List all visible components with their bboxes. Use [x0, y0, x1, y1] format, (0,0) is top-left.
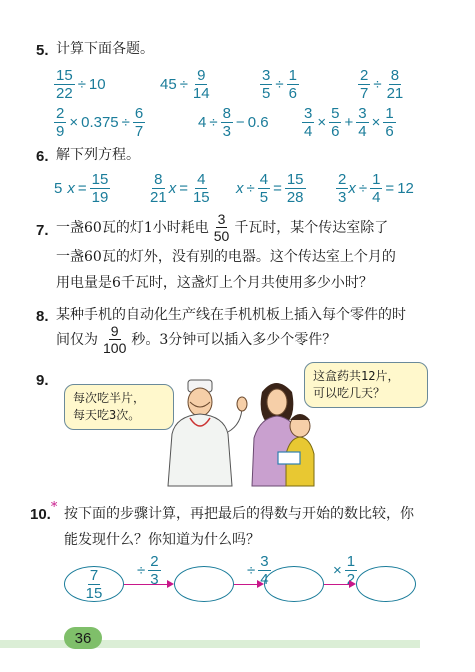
question-number-7: 7. [36, 222, 49, 239]
optional-star-icon: * [50, 500, 58, 515]
operator: × [69, 114, 79, 131]
number: 10. [30, 506, 51, 523]
operator: × [333, 562, 342, 579]
operator: − [235, 114, 245, 131]
frac-den: 21 [150, 189, 167, 206]
operator: ÷ [247, 562, 256, 579]
bubble-line: 这盒药共12片， [313, 369, 400, 383]
frac-den: 5 [259, 189, 269, 206]
frac-den: 6 [331, 123, 340, 140]
q8-line-2 [56, 324, 336, 355]
operand: 45 [160, 76, 177, 93]
equals-sign: = [385, 180, 395, 197]
frac-den: 21 [386, 85, 404, 102]
operand: 0.375 [81, 114, 119, 131]
frac-den: 6 [288, 85, 297, 102]
frac-num: 5 [331, 105, 340, 122]
frac-den: 3 [338, 189, 347, 206]
answer-oval-2[interactable] [264, 566, 324, 602]
q7-line-2: 一盏60瓦的灯外，没有别的电器。这个传达室上个月的 [56, 249, 396, 265]
q10-line-2: 能发现什么？你知道为什么吗？ [64, 532, 260, 548]
text: 千瓦时，某个传达室除了 [234, 219, 389, 236]
variable: x [236, 180, 244, 197]
operand: 4 [198, 114, 207, 131]
q5-expr-1 [54, 68, 106, 101]
variable: x [67, 180, 75, 197]
q5-expr-7 [302, 106, 396, 139]
question-6-title: 解下列方程。 [56, 147, 140, 163]
answer-oval-1[interactable] [174, 566, 234, 602]
q6-equation-2 [148, 172, 212, 205]
result: 12 [397, 180, 414, 197]
equals-sign: = [77, 180, 87, 197]
frac-num: 3 [217, 211, 226, 227]
operator: + [344, 114, 354, 131]
frac-num: 3 [304, 105, 313, 122]
frac-num: 8 [390, 67, 400, 84]
frac-num: 3 [262, 67, 271, 84]
frac-den: 4 [358, 123, 367, 140]
frac-num: 1 [372, 171, 381, 188]
frac-num: 3 [260, 553, 269, 570]
text: 间仅为 [56, 331, 98, 348]
q6-equation-3 [236, 172, 306, 205]
equals-sign: = [179, 180, 188, 197]
frac-den: 100 [103, 340, 127, 356]
bubble-line: 每天吃3次。 [73, 408, 141, 422]
q10-line-1: 按下面的步骤计算，再把最后的得数与开始的数比较，你 [64, 506, 414, 522]
operator: ÷ [246, 180, 255, 197]
frac-num: 1 [385, 105, 394, 122]
frac-num: 1 [288, 67, 297, 84]
operator: × [317, 114, 327, 131]
question-number-8: 8. [36, 308, 49, 325]
doctor-figure [168, 380, 247, 486]
frac-den: 4 [260, 571, 269, 588]
frac-den: 4 [304, 123, 313, 140]
frac-num: 8 [154, 171, 163, 188]
doctor-mother-child-illustration [150, 372, 330, 490]
operand: 10 [88, 76, 106, 93]
page-number: 36 [64, 627, 102, 649]
frac-num: 1 [346, 553, 356, 570]
frac-den: 2 [346, 571, 356, 588]
operator: ÷ [121, 114, 130, 131]
question-5-title: 计算下面各题。 [56, 41, 154, 57]
arrow-right-icon [234, 584, 262, 585]
frac-den: 5 [262, 85, 271, 102]
frac-den: 15 [192, 189, 210, 206]
bubble-line: 可以吃几天？ [313, 386, 386, 400]
frac-den: 28 [286, 189, 304, 206]
frac-den: 4 [372, 189, 381, 206]
q5-expr-4 [358, 68, 405, 101]
question-number-6: 6. [36, 148, 49, 165]
frac-num: 15 [286, 171, 304, 188]
answer-oval-3[interactable] [356, 566, 416, 602]
arrow-right-icon [324, 584, 354, 585]
text: 秒。3分钟可以插入多少个零件？ [131, 331, 337, 348]
frac-num: 9 [197, 67, 206, 84]
frac-den: 15 [85, 584, 103, 602]
q5-expr-5 [54, 106, 145, 139]
operator: ÷ [275, 76, 284, 93]
q6-equation-1 [54, 172, 110, 205]
q5-expr-6 [198, 106, 269, 139]
operator: ÷ [137, 562, 146, 579]
variable: x [168, 180, 177, 197]
q7-line-1 [56, 212, 388, 243]
question-number-10 [30, 500, 58, 523]
frac-num: 15 [56, 67, 73, 84]
question-number-9: 9. [36, 372, 49, 389]
frac-num: 4 [197, 171, 206, 188]
q7-line-3: 用电量是6千瓦时，这盏灯上个月共使用多少小时？ [56, 275, 373, 291]
footer-bar [0, 640, 420, 648]
frac-den: 50 [213, 228, 230, 244]
frac-num: 3 [358, 105, 367, 122]
q5-expr-3 [260, 68, 299, 101]
operator: ÷ [358, 180, 368, 197]
bubble-line: 每次吃半片， [73, 391, 146, 405]
medicine-box-icon [278, 452, 300, 464]
frac-den: 6 [385, 123, 394, 140]
question-number-5: 5. [36, 42, 49, 59]
frac-den: 7 [360, 85, 369, 102]
operator: ÷ [209, 114, 218, 131]
frac-num: 8 [222, 105, 231, 122]
operator: ÷ [373, 76, 382, 93]
frac-num: 7 [89, 566, 99, 584]
variable: x [348, 180, 356, 197]
frac-num: 2 [338, 171, 347, 188]
q5-expr-2 [160, 68, 212, 101]
frac-num: 4 [259, 171, 269, 188]
start-value-oval [64, 566, 124, 602]
operator: ÷ [179, 76, 188, 93]
frac-num: 2 [150, 553, 159, 570]
coefficient: 5 [54, 180, 63, 197]
frac-num: 2 [56, 105, 65, 122]
q8-line-1: 某种手机的自动化生产线在手机机板上插入每个零件的时 [56, 307, 406, 323]
step-1-operation [134, 554, 161, 587]
arrow-right-icon [124, 584, 172, 585]
operator: ÷ [77, 76, 86, 93]
equals-sign: = [273, 180, 282, 197]
frac-num: 15 [91, 171, 109, 188]
frac-den: 22 [56, 85, 73, 102]
operand: 0.6 [247, 114, 269, 131]
frac-den: 7 [134, 123, 144, 140]
frac-den: 19 [91, 189, 109, 206]
frac-den: 9 [56, 123, 65, 140]
frac-num: 2 [360, 67, 369, 84]
frac-den: 3 [150, 571, 159, 588]
frac-num: 6 [134, 105, 144, 122]
text: 一盏60瓦的灯1小时耗电 [56, 219, 209, 236]
frac-den: 14 [192, 85, 210, 102]
frac-num: 9 [110, 323, 119, 339]
frac-den: 3 [222, 123, 231, 140]
q6-equation-4 [336, 172, 414, 205]
operator: × [371, 114, 381, 131]
